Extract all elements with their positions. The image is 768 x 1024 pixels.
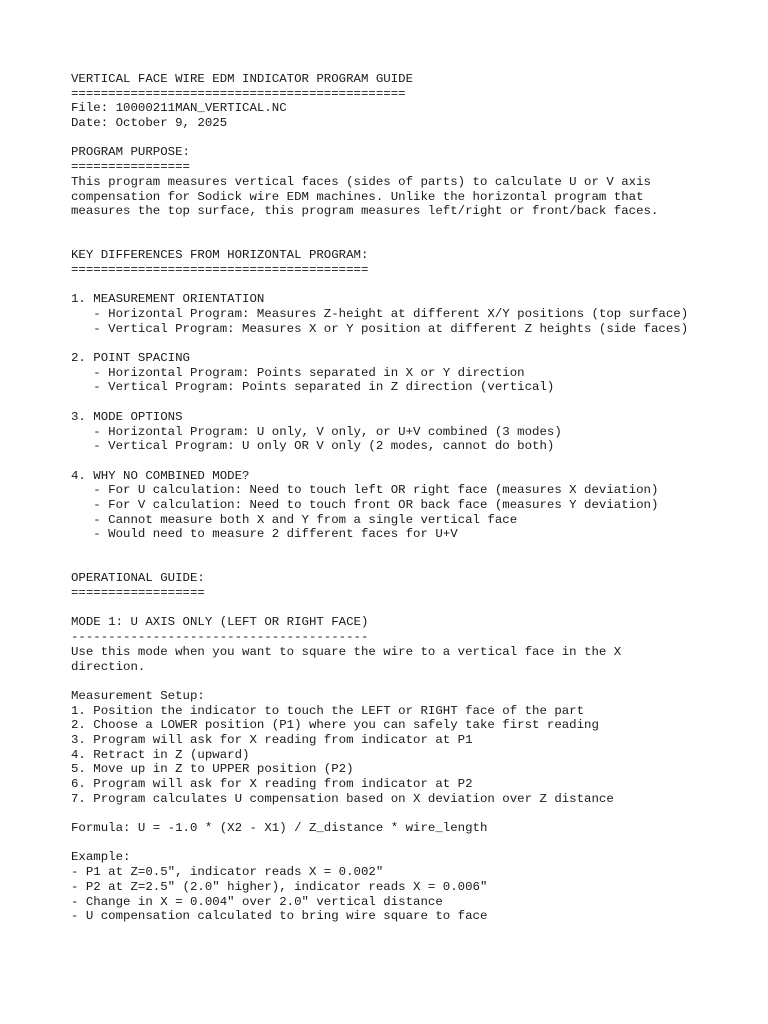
difference-item-title: 2. POINT SPACING	[71, 351, 190, 366]
example-line: - Change in X = 0.004" over 2.0" vertical distance	[71, 894, 443, 909]
setup-step: 5. Move up in Z to UPPER position (P2)	[71, 762, 354, 777]
difference-item-line: - For V calculation: Need to touch front OR back face (measures Y deviation)	[71, 497, 659, 512]
example-line: - P1 at Z=0.5", indicator reads X = 0.002"	[71, 865, 384, 880]
spacer	[71, 219, 751, 234]
difference-item-line: - Horizontal Program: Points separated in X or Y direction	[71, 365, 525, 380]
difference-item-line: - Vertical Program: U only OR V only (2 modes, cannot do both)	[71, 439, 555, 454]
document-title: VERTICAL FACE WIRE EDM INDICATOR PROGRAM GUIDE	[71, 72, 414, 86]
operational-heading: OPERATIONAL GUIDE:	[71, 571, 205, 586]
purpose-text-line: compensation for Sodick wire EDM machines. Unlike the horizontal program that	[71, 189, 644, 204]
title-underline: =============================================	[71, 86, 406, 101]
purpose-underline: ================	[71, 160, 190, 175]
difference-item-line: - Vertical Program: Measures X or Y position at different Z heights (side faces)	[71, 321, 689, 336]
setup-step: 2. Choose a LOWER position (P1) where you can safely take first reading	[71, 718, 599, 733]
mode1-intro-line: Use this mode when you want to square the wire to a vertical face in the X	[71, 644, 622, 659]
purpose-text-line: measures the top surface, this program measures left/right or front/back faces.	[71, 204, 659, 219]
difference-item-line: - For U calculation: Need to touch left OR right face (measures X deviation)	[71, 483, 659, 498]
purpose-text-line: This program measures vertical faces (sides of parts) to calculate U or V axis	[71, 174, 651, 189]
spacer	[71, 234, 751, 249]
example-heading: Example:	[71, 850, 131, 865]
mode1-intro-line: direction.	[71, 659, 146, 674]
difference-item-line: - Vertical Program: Points separated in Z direction (vertical)	[71, 380, 555, 395]
example-line: - P2 at Z=2.5" (2.0" higher), indicator reads X = 0.006"	[71, 879, 488, 894]
setup-step: 3. Program will ask for X reading from indicator at P1	[71, 732, 473, 747]
document-page	[71, 72, 751, 924]
spacer	[71, 674, 751, 689]
setup-step: 4. Retract in Z (upward)	[71, 747, 250, 762]
spacer	[71, 278, 751, 293]
difference-item-title: 3. MODE OPTIONS	[71, 409, 183, 424]
spacer	[71, 454, 751, 469]
setup-step: 1. Position the indicator to touch the LEFT or RIGHT face of the part	[71, 703, 585, 718]
setup-step: 6. Program will ask for X reading from indicator at P2	[71, 777, 473, 791]
difference-item-title: 1. MEASUREMENT ORIENTATION	[71, 292, 265, 307]
difference-item-title: 4. WHY NO COMBINED MODE?	[71, 468, 250, 483]
spacer	[71, 542, 751, 557]
purpose-heading: PROGRAM PURPOSE:	[71, 145, 190, 160]
mode1-underline: ----------------------------------------	[71, 630, 369, 645]
difference-item-line: - Cannot measure both X and Y from a single vertical face	[71, 512, 518, 527]
spacer	[71, 131, 751, 146]
spacer	[71, 836, 751, 851]
difference-item-line: - Horizontal Program: U only, V only, or U+V combined (3 modes)	[71, 424, 562, 439]
spacer	[71, 601, 751, 616]
file-name: File: 10000211MAN_VERTICAL.NC	[71, 101, 287, 116]
spacer	[71, 336, 751, 351]
example-line: - U compensation calculated to bring wire square to face	[71, 909, 488, 924]
formula-line: Formula: U = -1.0 * (X2 - X1) / Z_distance * wire_length	[71, 821, 488, 836]
setup-heading: Measurement Setup:	[71, 688, 205, 703]
setup-step: 7. Program calculates U compensation based on X deviation over Z distance	[71, 791, 614, 806]
difference-item-line: - Would need to measure 2 different faces for U+V	[71, 527, 458, 542]
differences-underline: ========================================	[71, 262, 369, 277]
spacer	[71, 557, 751, 572]
document-date: Date: October 9, 2025	[71, 116, 228, 131]
operational-underline: ==================	[71, 586, 205, 601]
difference-item-line: - Horizontal Program: Measures Z-height at different X/Y positions (top surface)	[71, 307, 689, 321]
mode1-heading: MODE 1: U AXIS ONLY (LEFT OR RIGHT FACE)	[71, 615, 369, 630]
spacer	[71, 395, 751, 410]
spacer	[71, 806, 751, 821]
differences-heading: KEY DIFFERENCES FROM HORIZONTAL PROGRAM:	[71, 248, 369, 263]
